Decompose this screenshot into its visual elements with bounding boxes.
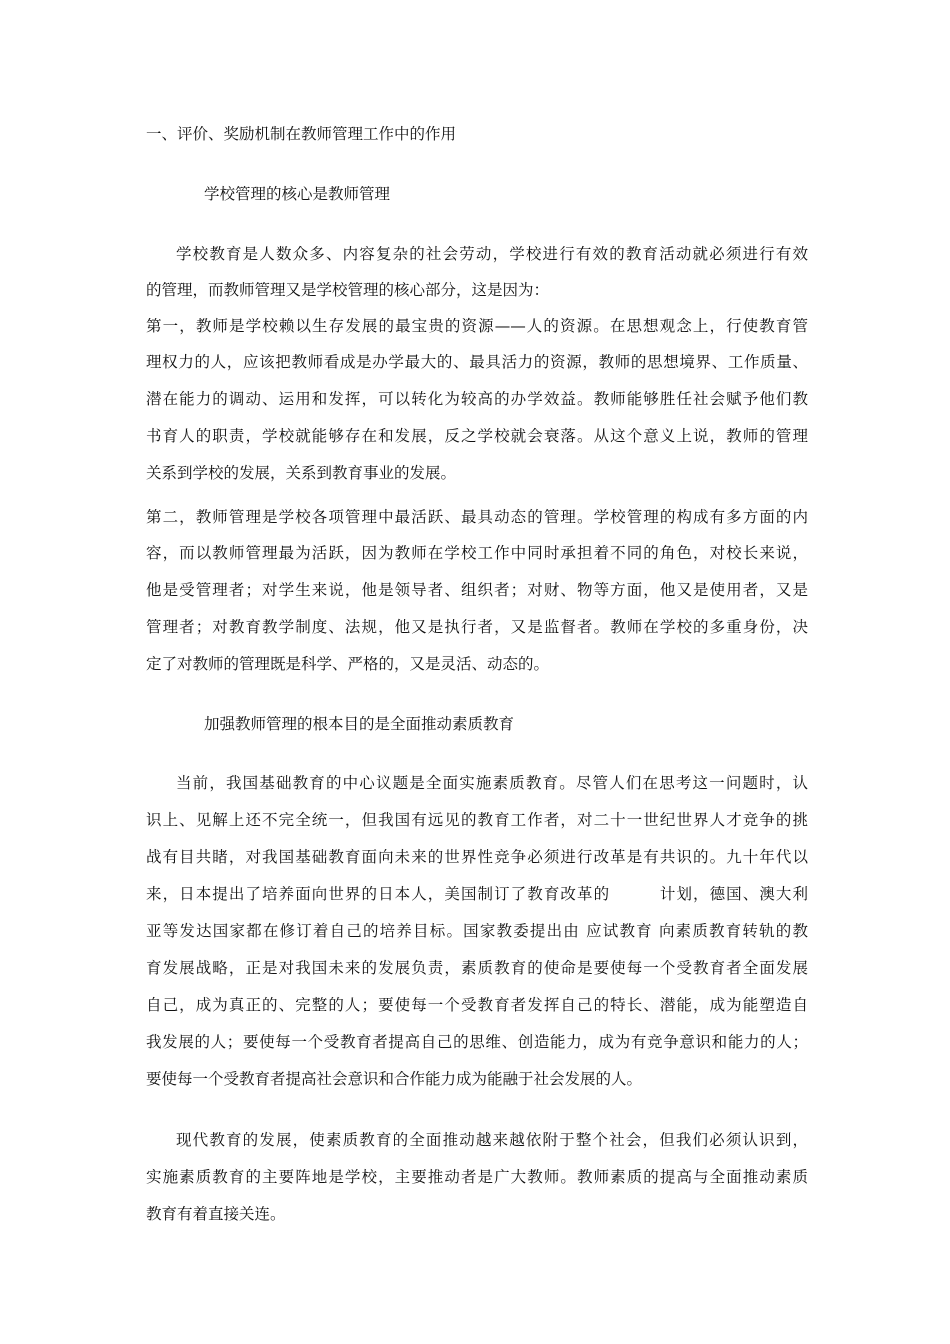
paragraph-line: 他是受管理者；对学生来说，他是领导者、组织者；对财、物等方面，他又是使用者，又是 (146, 581, 808, 599)
paragraph-line: 来，日本提出了培养面向世界的日本人，美国制订了教育改革的 计划，德国、澳大利 (146, 885, 808, 903)
paragraph-line: 自己，成为真正的、完整的人；要使每一个受教育者发挥自己的特长、潜能，成为能塑造自 (146, 996, 808, 1014)
paragraph-line: 我发展的人；要使每一个受教育者提高自己的思维、创造能力，成为有竞争意识和能力的人； (146, 1033, 808, 1051)
paragraph-line: 当前，我国基础教育的中心议题是全面实施素质教育。尽管人们在思考这一问题时，认 (176, 774, 808, 792)
paragraph-line: 的管理，而教师管理又是学校管理的核心部分，这是因为： (146, 281, 550, 299)
paragraph-line: 亚等发达国家都在修订着自己的培养目标。国家教委提出由 应试教育 向素质教育转轨的教 (146, 922, 808, 940)
paragraph-line: 教育有着直接关连。 (146, 1205, 286, 1223)
paragraph-line: 识上、见解上还不完全统一，但我国有远见的教育工作者，对二十一世纪世界人才竞争的挑 (146, 811, 808, 829)
paragraph-line: 理权力的人，应该把教师看成是办学最大的、最具活力的资源，教师的思想境界、工作质量、 (146, 353, 808, 371)
paragraph-line: 容，而以教师管理最为活跃，因为教师在学校工作中同时承担着不同的角色，对校长来说， (146, 544, 808, 562)
subsection-title-1: 学校管理的核心是教师管理 (204, 185, 391, 203)
subsection-title-2: 加强教师管理的根本目的是全面推动素质教育 (204, 715, 515, 733)
paragraph-line: 实施素质教育的主要阵地是学校，主要推动者是广大教师。教师素质的提高与全面推动素质 (146, 1168, 808, 1186)
paragraph-line: 潜在能力的调动、运用和发挥，可以转化为较高的办学效益。教师能够胜任社会赋予他们教 (146, 390, 808, 408)
paragraph-line: 育发展战略，正是对我国未来的发展负责，素质教育的使命是要使每一个受教育者全面发展 (146, 959, 808, 977)
paragraph-line: 学校教育是人数众多、内容复杂的社会劳动，学校进行有效的教育活动就必须进行有效 (176, 245, 808, 263)
paragraph-line: 管理者；对教育教学制度、法规，他又是执行者，又是监督者。教师在学校的多重身份，决 (146, 618, 808, 636)
paragraph-line: 现代教育的发展，使素质教育的全面推动越来越依附于整个社会，但我们必须认识到， (176, 1131, 808, 1149)
paragraph-line: 战有目共睹，对我国基础教育面向未来的世界性竞争必须进行改革是有共识的。九十年代以 (146, 848, 808, 866)
paragraph-line: 关系到学校的发展，关系到教育事业的发展。 (146, 464, 457, 482)
paragraph-line: 定了对教师的管理既是科学、严格的，又是灵活、动态的。 (146, 655, 550, 673)
paragraph-line: 第二，教师管理是学校各项管理中最活跃、最具动态的管理。学校管理的构成有多方面的内 (146, 508, 808, 526)
paragraph-line: 要使每一个受教育者提高社会意识和合作能力成为能融于社会发展的人。 (146, 1070, 643, 1088)
section-heading: 一、评价、奖励机制在教师管理工作中的作用 (146, 125, 457, 143)
paragraph-line: 第一，教师是学校赖以生存发展的最宝贵的资源——人的资源。在思想观念上，行使教育管 (146, 317, 808, 335)
paragraph-line: 书育人的职责，学校就能够存在和发展，反之学校就会衰落。从这个意义上说，教师的管理 (146, 427, 808, 445)
